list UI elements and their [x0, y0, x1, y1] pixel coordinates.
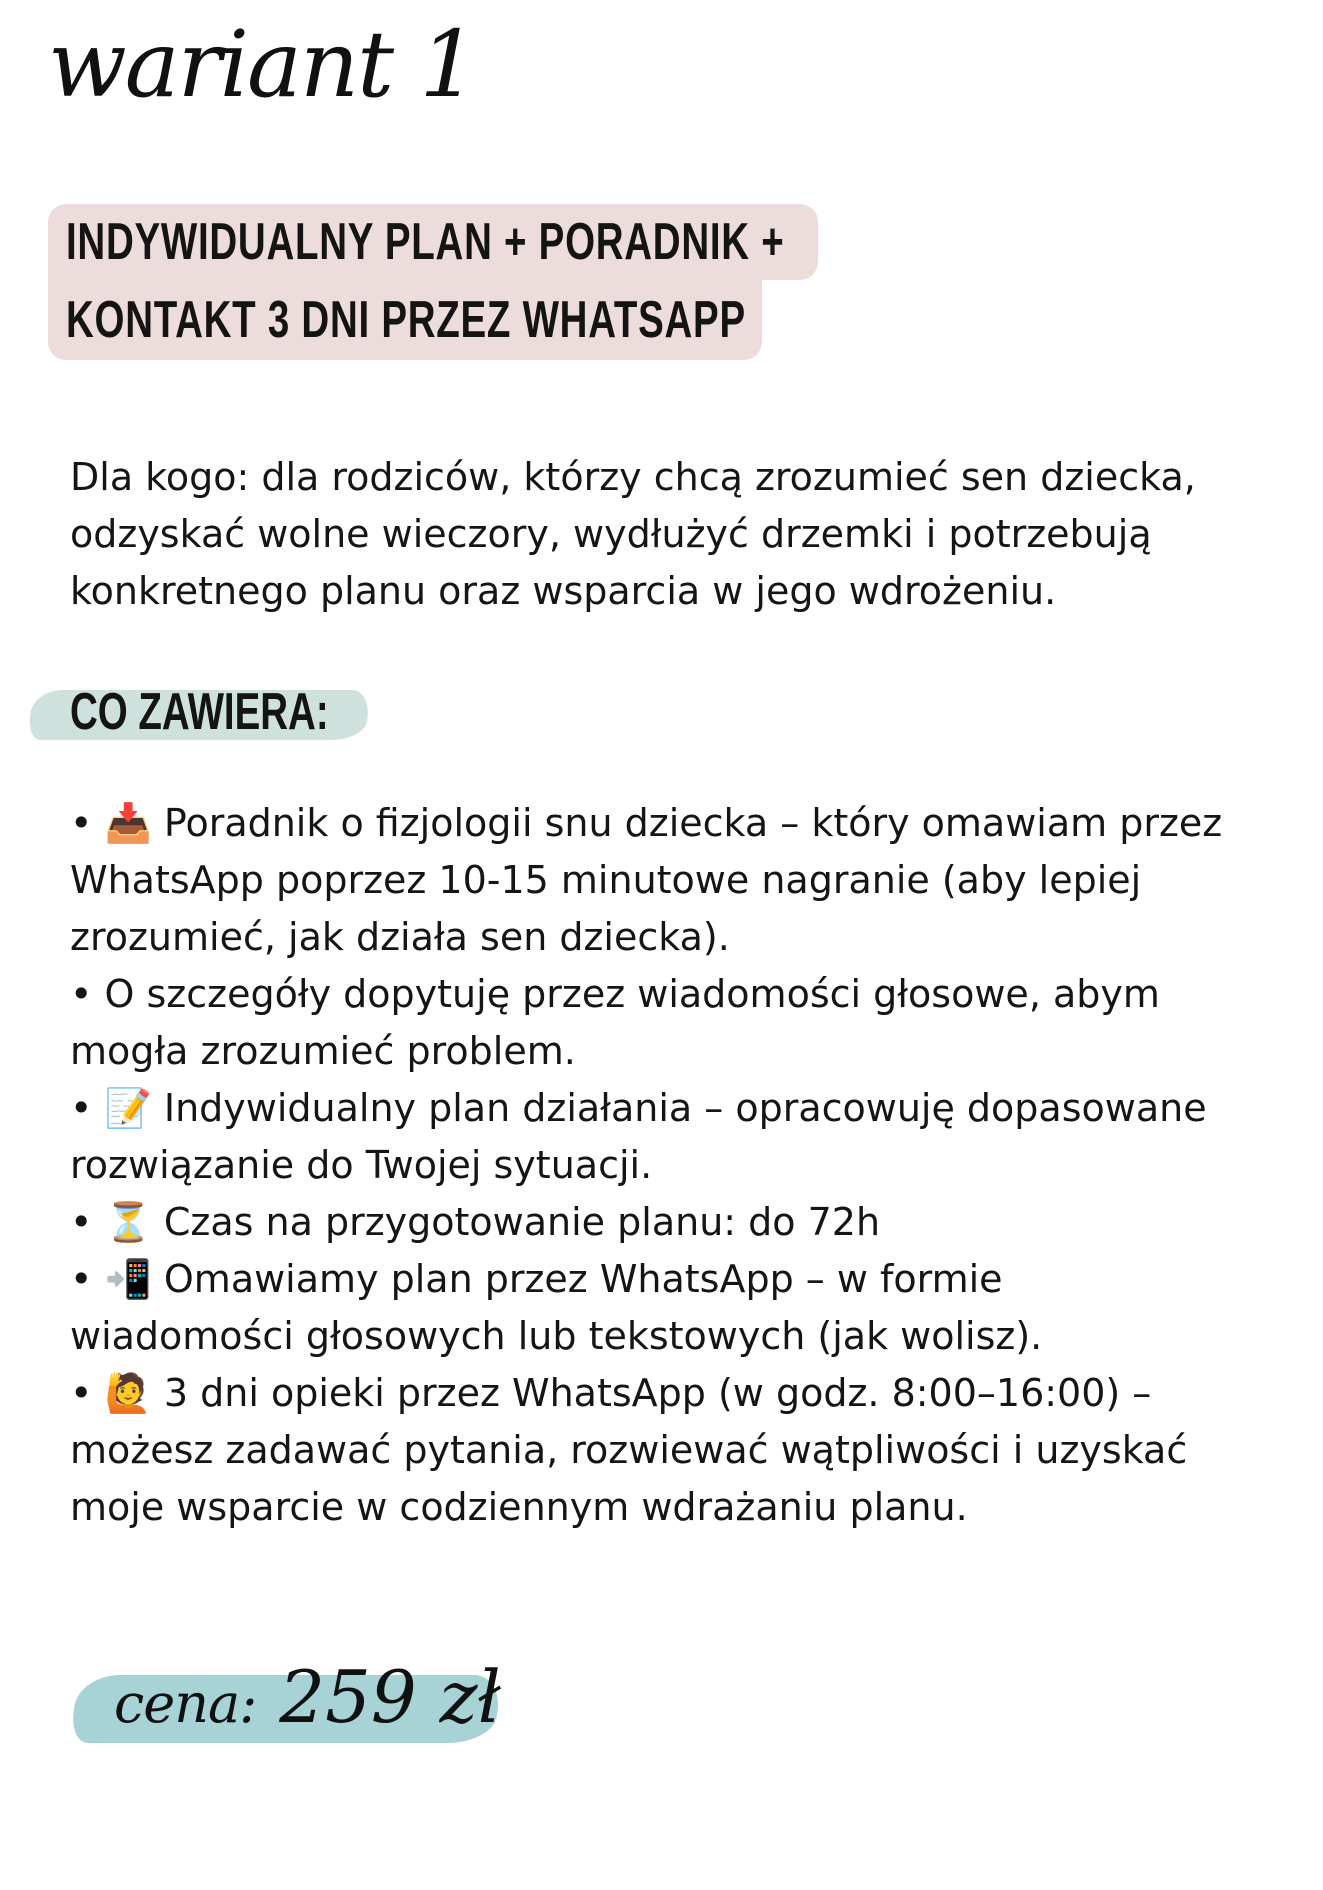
audience-line: konkretnego planu oraz wsparcia w jego wdrożeniu. [70, 569, 1057, 613]
section-heading-container [30, 682, 370, 746]
feature-line: • 📲 Omawiamy plan przez WhatsApp – w formie [70, 1257, 1003, 1301]
audience-line: Dla kogo: dla rodziców, którzy chcą zrozumieć sen dziecka, [70, 455, 1196, 499]
feature-line: rozwiązanie do Twojej sytuacji. [70, 1143, 653, 1187]
variant-title: wariant 1 [48, 11, 476, 118]
audience-paragraph [70, 449, 1270, 620]
audience-line: odzyskać wolne wieczory, wydłużyć drzemki i potrzebują [70, 512, 1152, 556]
plan-heading-box [48, 204, 828, 360]
plan-heading-line-1: INDYWIDUALNY PLAN + PORADNIK + [66, 213, 785, 271]
feature-line: wiadomości głosowych lub tekstowych (jak wolisz). [70, 1314, 1043, 1358]
feature-line: • ⏳ Czas na przygotowanie planu: do 72h [70, 1200, 881, 1244]
price-label: cena: [114, 1672, 257, 1735]
price [114, 1655, 501, 1739]
feature-line: mogła zrozumieć problem. [70, 1029, 576, 1073]
section-heading: CO ZAWIERA: [70, 683, 329, 741]
price-container [74, 1655, 504, 1755]
feature-line: • 📝 Indywidualny plan działania – opracowuję dopasowane [70, 1086, 1207, 1130]
feature-line: moje wsparcie w codziennym wdrażaniu planu. [70, 1485, 968, 1529]
features-list [70, 795, 1270, 1536]
feature-line: • 🙋 3 dni opieki przez WhatsApp (w godz. 8:00–16:00) – [70, 1371, 1152, 1415]
plan-heading-line-2: KONTAKT 3 DNI PRZEZ WHATSAPP [66, 291, 746, 349]
feature-line: zrozumieć, jak działa sen dziecka). [70, 915, 730, 959]
feature-line: możesz zadawać pytania, rozwiewać wątpliwości i uzyskać [70, 1428, 1188, 1472]
price-value: 259 zł [279, 1655, 501, 1739]
feature-line: WhatsApp poprzez 10-15 minutowe nagranie (aby lepiej [70, 858, 1142, 902]
feature-line: • O szczegóły dopytuję przez wiadomości głosowe, abym [70, 972, 1160, 1016]
feature-line: • 📥 Poradnik o fizjologii snu dziecka – który omawiam przez [70, 801, 1223, 845]
